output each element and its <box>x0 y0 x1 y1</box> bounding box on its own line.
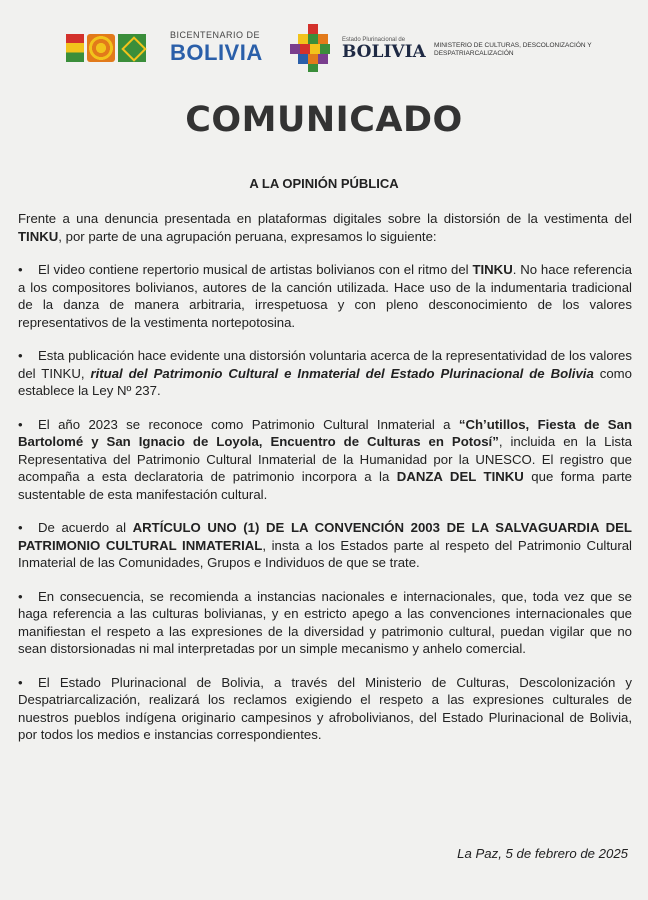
document-date: La Paz, 5 de febrero de 2025 <box>457 846 628 861</box>
page-subtitle: A LA OPINIÓN PÚBLICA <box>249 176 399 191</box>
bullet-paragraph-6: • El Estado Plurinacional de Bolivia, a través del Ministerio de Culturas, Descolonización y Despatriarcalización, realizará los reclamos exigiendo el respeto a las expresiones culturales de nuestros pueblos indígena originario campesinos y afrobolivianos, del Estado Plurinacional de Bolivia, por todos los medios e instancias correspondientes. <box>18 674 632 744</box>
bullet-paragraph-4: • De acuerdo al ARTÍCULO UNO (1) DE LA CONVENCIÓN 2003 DE LA SALVAGUARDIA DEL PATRIMONIO CULTURAL INMATERIAL, insta a los Estados parte al respeto del Patrimonio Cultural Inmaterial de las Comunidades, Grupos e Individuos de que se trate. <box>18 519 632 572</box>
bullet-paragraph-1: • El video contiene repertorio musical de artistas bolivianos con el ritmo del TINKU. No hace referencia a los compositores bolivianos, autores de la canción utilizada. Hace uso de la indumentaria tradicional de la danza de manera arbitraria, irrespetuosa y con pleno desconocimiento de los valores representativos de la vestimenta nortepotosina. <box>18 261 632 331</box>
ministerio-text: MINISTERIO DE CULTURAS, DESCOLONIZACIÓN Y DESPATRIARCALIZACIÓN <box>434 42 592 57</box>
bicentenario-wordmark <box>170 31 263 64</box>
intro-paragraph: Frente a una denuncia presentada en plataformas digitales sobre la distorsión de la vestimenta del TINKU, por parte de una agrupación peruana, expresamos lo siguiente: <box>18 211 632 244</box>
document-body <box>18 210 632 760</box>
diamond-emblem-icon <box>118 34 146 62</box>
sun-emblem-icon <box>87 34 115 62</box>
header-logos <box>66 20 606 80</box>
estado-mosaic-icon <box>290 24 336 72</box>
estado-big-text: BOLIVIA <box>342 42 426 62</box>
bullet-paragraph-5: • En consecuencia, se recomienda a instancias nacionales e internacionales, que, toda vez que se haga referencia a las culturas bolivianas, y en estricto apego a las convenciones internacionales que manifiestan el respeto a las expresiones de la diversidad y patrimonio cultural, puedan vigilar que no sean distorsionadas ni mal interpretadas por un simple mecanismo y anhelo comercial. <box>18 588 632 658</box>
tricolor-block <box>66 34 84 62</box>
estado-small-text: Estado Plurinacional de <box>342 37 406 43</box>
bullet-paragraph-3: • El año 2023 se reconoce como Patrimonio Cultural Inmaterial a “Ch’utillos, Fiesta de San Bartolomé y San Ignacio de Loyola, Encuentro de Culturas en Potosí”, incluida en la Lista Representativa del Patrimonio Cultural Inmaterial de la Humanidad por la UNESCO. El registro que acompaña a esta declaratoria de patrimonio incorpora a la DANZA DEL TINKU que forma parte sustentable de esta manifestación cultural. <box>18 416 632 504</box>
bullet-paragraph-2: • Esta publicación hace evidente una distorsión voluntaria acerca de la representatividad de los valores del TINKU, ritual del Patrimonio Cultural e Inmaterial del Estado Plurinacional de Bolivia como establece la Ley Nº 237. <box>18 347 632 400</box>
bicentenario-big-text: BOLIVIA <box>170 40 263 65</box>
estado-wordmark <box>342 37 426 61</box>
bicentenario-logo <box>66 34 146 62</box>
bicentenario-small-text: BICENTENARIO DE <box>170 30 261 40</box>
page-title: COMUNICADO <box>185 100 463 140</box>
